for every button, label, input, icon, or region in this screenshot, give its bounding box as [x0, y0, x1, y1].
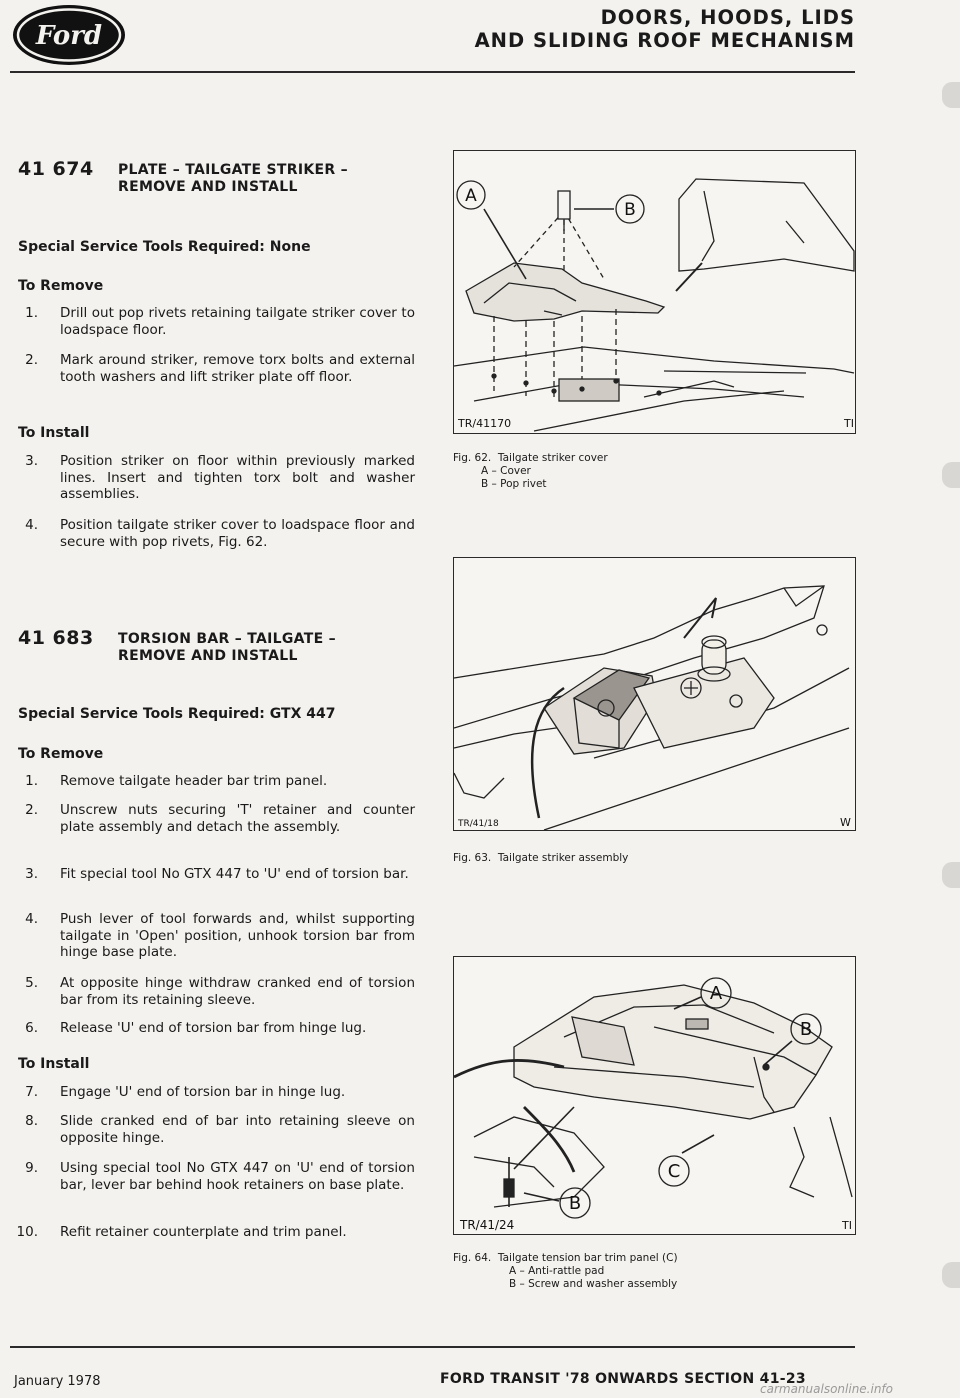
- figure-ref: TR/41/18: [458, 819, 499, 829]
- section-title-line2: REMOVE AND INSTALL: [118, 179, 298, 195]
- page-edge-mark: [942, 82, 960, 108]
- step-number: 1.: [25, 305, 38, 321]
- remove-heading: To Remove: [18, 278, 104, 294]
- footer-section: FORD TRANSIT '78 ONWARDS SECTION 41-23: [440, 1371, 806, 1387]
- page-edge-mark: [942, 1262, 960, 1288]
- step-number: 7.: [25, 1084, 38, 1100]
- callout-b: B: [624, 200, 636, 220]
- step-text: Refit retainer counterplate and trim panel.: [60, 1224, 347, 1240]
- caption-title: Tailgate tension bar trim panel (C): [497, 1252, 678, 1264]
- section-title: [118, 162, 348, 196]
- step-text: Engage 'U' end of torsion bar in hinge lug.: [60, 1084, 346, 1100]
- caption-number: Fig. 63.: [453, 852, 492, 864]
- section-title-line1: PLATE – TAILGATE STRIKER –: [118, 162, 348, 178]
- figure-corner-mark: TI: [842, 1219, 852, 1232]
- step-text: At opposite hinge withdraw cranked end of torsion bar from its retaining sleeve.: [60, 975, 415, 1008]
- figure-62-illustration: [453, 150, 856, 434]
- footer-date: January 1978: [14, 1374, 101, 1389]
- ford-logo-text: Ford: [35, 21, 103, 51]
- remove-heading: To Remove: [18, 746, 104, 762]
- header-rule: [10, 71, 855, 73]
- step-number: 3.: [25, 866, 38, 882]
- step-text: Unscrew nuts securing 'T' retainer and counter plate assembly and detach the assembly.: [60, 802, 415, 835]
- step-number: 8.: [25, 1113, 38, 1129]
- step-number: 10.: [16, 1224, 38, 1240]
- step-number: 4.: [25, 911, 38, 927]
- callout-b-lower: B: [568, 1193, 582, 1214]
- section-number: 41 674: [18, 158, 94, 180]
- step-text: Using special tool No GTX 447 on 'U' end of torsion bar, lever bar behind hook retainers on base plate.: [60, 1160, 415, 1193]
- header-title: [475, 6, 855, 52]
- step-text: Slide cranked end of bar into retaining sleeve on opposite hinge.: [60, 1113, 415, 1146]
- ford-logo: [10, 2, 128, 68]
- step-number: 1.: [25, 773, 38, 789]
- tools-required: Special Service Tools Required: GTX 447: [18, 706, 336, 722]
- caption-item: B – Screw and washer assembly: [509, 1278, 678, 1290]
- section-title: [118, 631, 336, 665]
- step-number: 2.: [25, 352, 38, 368]
- step-number: 5.: [25, 975, 38, 991]
- header-title-line2: AND SLIDING ROOF MECHANISM: [474, 29, 855, 52]
- step-text: Fit special tool No GTX 447 to 'U' end of torsion bar.: [60, 866, 409, 882]
- step-number: 3.: [25, 453, 38, 469]
- figure-64-caption: [453, 1252, 678, 1291]
- callout-a: A: [709, 983, 723, 1004]
- install-heading: To Install: [18, 425, 90, 441]
- callout-a: A: [465, 186, 477, 206]
- step-text: Release 'U' end of torsion bar from hinge lug.: [60, 1020, 367, 1036]
- figure-ref: TR/41/24: [460, 1218, 515, 1232]
- caption-item: A – Anti-rattle pad: [509, 1265, 605, 1277]
- section-title-line1: TORSION BAR – TAILGATE –: [118, 631, 336, 647]
- callout-b: B: [799, 1019, 813, 1040]
- section-title-line2: REMOVE AND INSTALL: [118, 648, 298, 664]
- step-number: 9.: [25, 1160, 38, 1176]
- step-text: Drill out pop rivets retaining tailgate striker cover to loadspace floor.: [60, 305, 415, 338]
- step-text: Push lever of tool forwards and, whilst supporting tailgate in 'Open' position, unhook torsion bar from hinge base plate.: [60, 911, 415, 961]
- figure-corner-mark: W: [840, 816, 851, 829]
- caption-number: Fig. 62.: [453, 452, 492, 464]
- step-number: 4.: [25, 517, 38, 533]
- step-text: Position striker on floor within previously marked lines. Insert and tighten torx bolt and washer assemblies.: [60, 453, 415, 503]
- figure-ref: TR/41170: [458, 417, 512, 430]
- caption-item: B – Pop rivet: [481, 478, 547, 490]
- caption-title: Tailgate striker cover: [497, 452, 608, 464]
- step-text: Remove tailgate header bar trim panel.: [60, 773, 328, 789]
- step-text: Mark around striker, remove torx bolts and external tooth washers and lift striker plate off floor.: [60, 352, 415, 385]
- page-edge-mark: [942, 862, 960, 888]
- callout-c: C: [667, 1161, 681, 1182]
- watermark: carmanualsonline.info: [760, 1382, 894, 1396]
- section-number: 41 683: [18, 627, 94, 649]
- header-title-line1: DOORS, HOODS, LIDS: [600, 6, 855, 29]
- figure-63-illustration: [453, 557, 856, 831]
- page-edge-mark: [942, 462, 960, 488]
- caption-number: Fig. 64.: [453, 1252, 492, 1264]
- tools-required: Special Service Tools Required: None: [18, 239, 311, 255]
- step-number: 6.: [25, 1020, 38, 1036]
- figure-corner-mark: TI: [844, 417, 854, 430]
- footer-rule: [10, 1346, 855, 1348]
- step-text: Position tailgate striker cover to loadspace floor and secure with pop rivets, Fig. 62.: [60, 517, 415, 550]
- figure-63-caption: [453, 852, 628, 865]
- caption-item: A – Cover: [481, 465, 531, 477]
- install-heading: To Install: [18, 1056, 90, 1072]
- figure-62-caption: [453, 452, 608, 491]
- figure-64-illustration: [453, 956, 856, 1235]
- caption-title: Tailgate striker assembly: [497, 852, 629, 864]
- step-number: 2.: [25, 802, 38, 818]
